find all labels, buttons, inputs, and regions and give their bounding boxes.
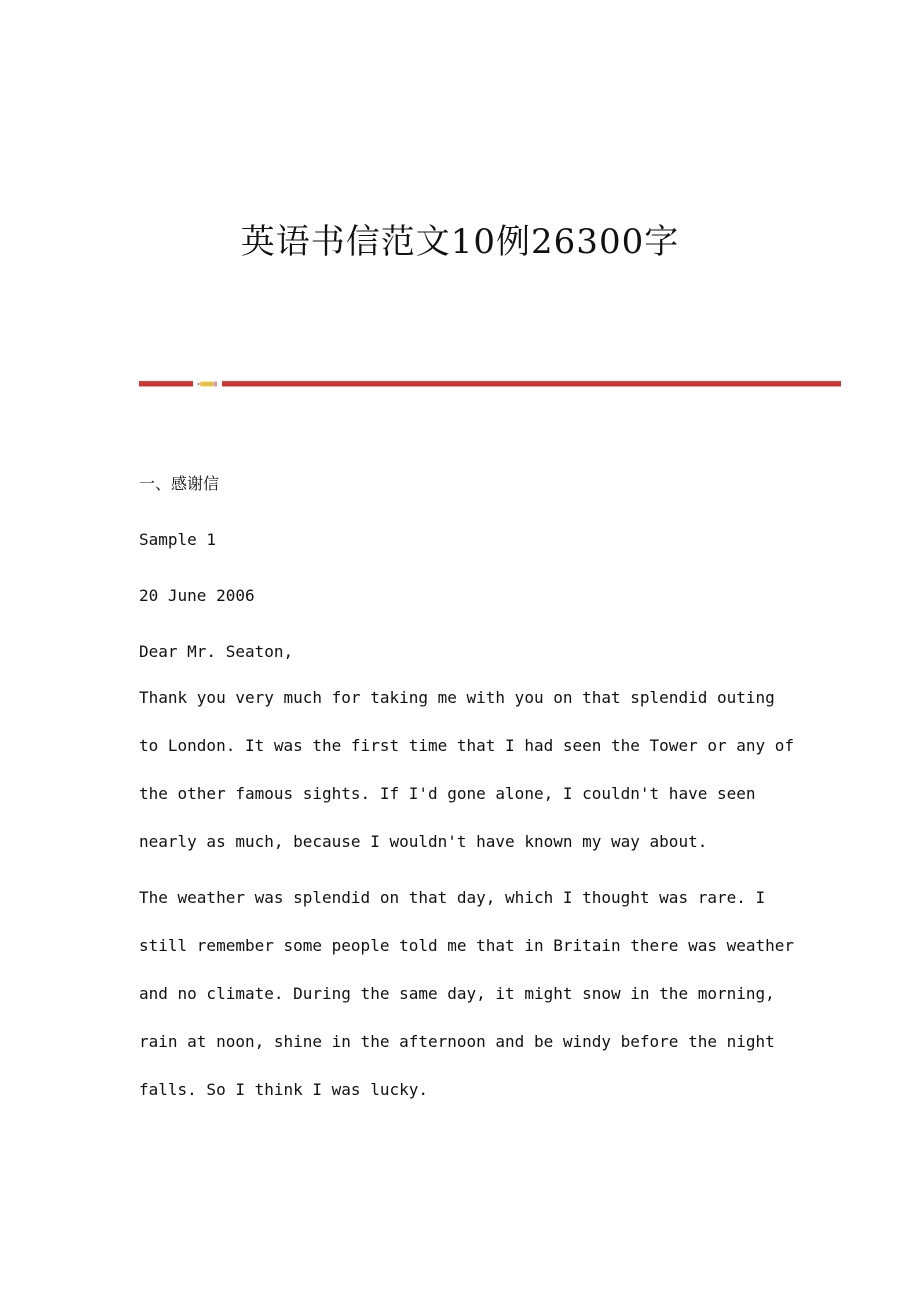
sample-label: Sample 1: [139, 530, 217, 549]
divider-bar-right: [222, 381, 841, 387]
letter-paragraph-2: The weather was splendid on that day, which I thought was rare. I still remember some people told me that in Britain there was weather and no climate. During the same day, it might snow in the morning, rain at noon, shine in the afternoon and be windy before the night falls. So I think I was lucky.: [139, 888, 795, 1099]
letter-paragraph-1: Thank you very much for taking me with you on that splendid outing to London. It was the first time that I had seen the Tower or any of the other famous sights. If I'd gone alone, I couldn't have seen nearly as much, because I wouldn't have known my way about.: [139, 688, 795, 851]
page-title: 英语书信范文10例26300字: [240, 222, 680, 262]
title-divider: [139, 381, 841, 387]
section-heading: 一、感谢信: [139, 474, 220, 493]
letter-salutation: Dear Mr. Seaton,: [139, 642, 294, 661]
letter-date: 20 June 2006: [139, 586, 255, 605]
letter-content: [139, 470, 799, 1114]
pencil-icon: [197, 381, 217, 387]
divider-bar-left: [139, 381, 193, 387]
